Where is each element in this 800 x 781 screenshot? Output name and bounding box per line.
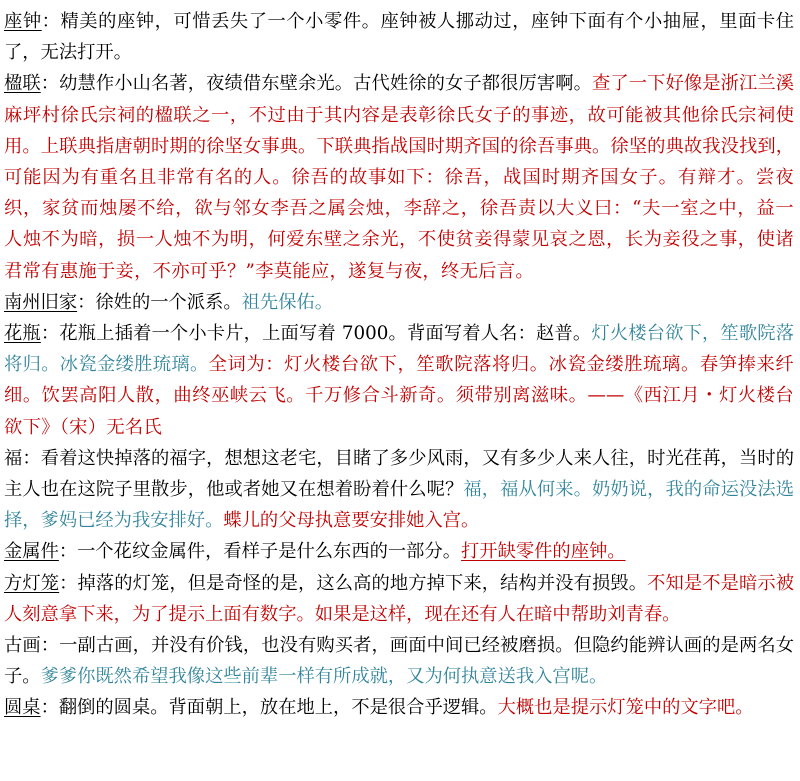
entry-term: 古画 — [4, 635, 41, 657]
entry-note-red: 打开缺零件的座钟。 — [461, 541, 626, 563]
entry-note-teal: 福，福从何来。奶奶说，我的命运没法选择，爹妈已经为我安排好。 — [4, 479, 795, 532]
entry-jinshujian — [4, 536, 794, 567]
entry-note-teal: 爹爹你既然希望我像这些前辈一样有所成就，又为何执意送我入宫呢。 — [40, 666, 608, 688]
entry-body: 翻倒的圆桌。背面朝上，放在地上，不是很合乎逻辑。 — [58, 697, 498, 719]
entry-quote-red: 徐吾，战国时期齐国女子。有辩才。尝夜织，家贫而烛屡不给，欲与邻女李吾之属会烛，李辞之，徐吾责以大义曰：“夫一室之中，益一人烛不为暗，损一人烛不为明，何爱东壁之余光，不使贫妾得蒙见哀之恩，长为妾役之事，使诸君常有惠施于妾，不亦可乎？”李莫能应，遂复与夜，终无后言。 — [4, 167, 795, 282]
entry-note-red: 查了一下好像是浙江兰溪麻坪村徐氏宗祠的楹联之一，不过由于其内容是表彰徐氏女子的事迹，故可能被其他徐氏宗祠使用。上联典指唐朝时期的徐坚女事典。下联典指战国时期齐国的徐吾事典。徐坚的典故我没找到，可能因为有重名且非常有名的人。徐吾的故事如下： — [4, 73, 795, 189]
entry-note-red: 大概也是提示灯笼中的文字吧。 — [497, 697, 754, 719]
entry-yinglian — [4, 68, 794, 286]
entry-body: 看着这快掉落的福字，想想这老宅，目睹了多少风雨，又有多少人来人往，时光荏苒，当时的主人也在这院子里散步，他或者她又在想着盼着什么呢？ — [4, 447, 795, 501]
entry-body: 一个花纹金属件，看样子是什么东西的一部分。 — [77, 541, 462, 563]
entry-separator: ： — [40, 635, 60, 657]
entry-separator: ： — [77, 291, 96, 313]
entry-fu — [4, 443, 794, 537]
entry-separator: ： — [40, 323, 60, 345]
entry-term: 金属件 — [4, 541, 59, 563]
entry-term: 楹联 — [4, 73, 41, 95]
entry-term: 福 — [4, 447, 23, 469]
entry-separator: ： — [40, 697, 59, 719]
entry-body: 花瓶上插着一个小卡片，上面写着 7000。背面写着人名：赵普。 — [59, 323, 592, 345]
entry-note-teal: 灯火楼台欲下，笙歌院落将归。冰瓷金缕胜琉璃。 — [4, 323, 794, 376]
entry-body: 幼慧作小山名著，夜绩借东壁余光。古代姓徐的女子都很厉害啊。 — [59, 73, 592, 95]
entry-term: 花瓶 — [4, 323, 41, 345]
entry-term: 圆桌 — [4, 697, 41, 719]
entry-body: 掉落的灯笼，但是奇怪的是，这么高的地方掉下来，结构并没有损毁。 — [77, 572, 648, 594]
entry-separator: ： — [40, 73, 60, 95]
entry-note-red: 不知是不是暗示被人刻意拿下来，为了提示上面有数字。如果是这样，现在还有人在暗中帮助刘青春。 — [4, 572, 795, 625]
entry-body: 一副古画，并没有价钱，也没有购买者，画面中间已经被磨损。但隐约能辨认画的是两名女子。 — [4, 635, 795, 688]
entry-separator: ： — [41, 11, 61, 32]
entry-separator: ： — [59, 572, 78, 594]
entry-huaping — [4, 318, 794, 443]
entry-term: 方灯笼 — [4, 572, 60, 594]
entry-guhua — [4, 630, 794, 692]
entry-yuanzhuo — [4, 692, 794, 723]
entry-fangdenglong — [4, 568, 794, 630]
entry-body: 精美的座钟，可惜丢失了一个小零件。座钟被人挪动过，座钟下面有个小抽屉，里面卡住了，无法打开。 — [4, 11, 795, 64]
entry-quote-red: 全词为：灯火楼台欲下，笙歌院落将归。冰瓷金缕胜琉璃。春笋捧来纤细。饮罢高阳人散，曲终巫峡云飞。千万修合斗新奇。须带别离滋味。——《西江月・灯火楼台欲下》（宋）无名氏 — [4, 354, 795, 438]
entry-note-teal: 祖先保佑。 — [241, 291, 334, 313]
entry-separator: ： — [58, 541, 78, 563]
entry-zuozhong — [4, 6, 794, 68]
entry-term: 南州旧家 — [4, 291, 78, 313]
entry-note-red: 蝶儿的父母执意要安排她入宫。 — [223, 510, 480, 532]
entry-separator: ： — [22, 447, 41, 469]
entry-body: 徐姓的一个派系。 — [95, 291, 242, 313]
entry-nanzhou-jiujia — [4, 287, 794, 318]
entry-term: 座钟 — [4, 11, 42, 32]
